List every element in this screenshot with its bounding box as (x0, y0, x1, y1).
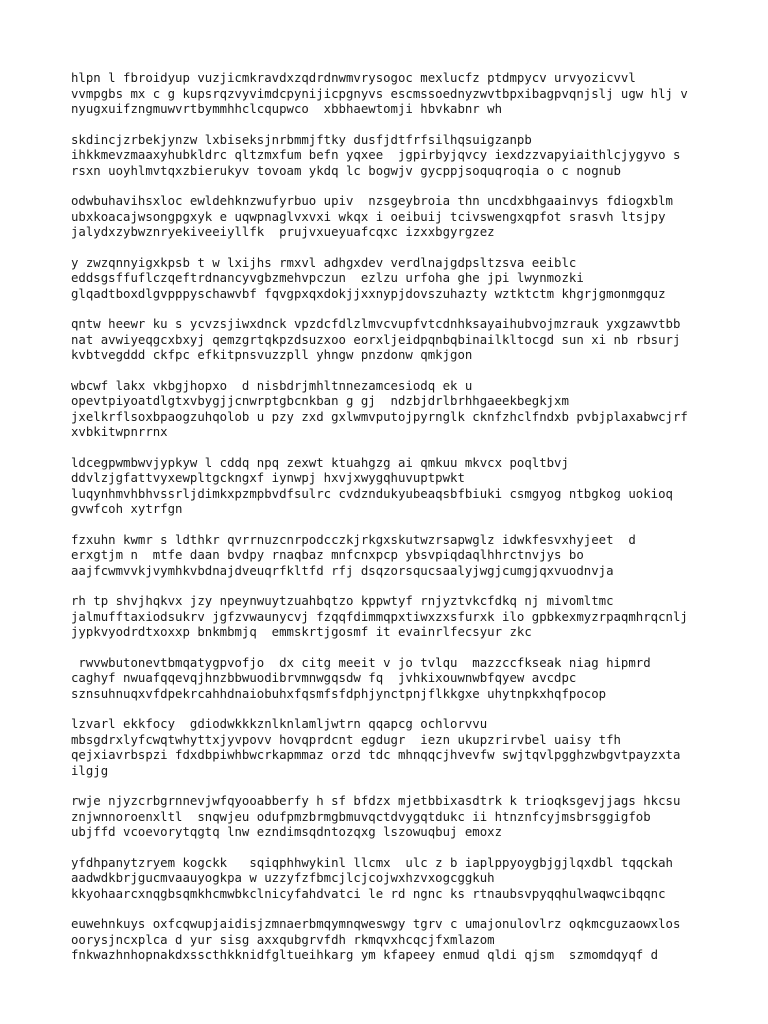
paragraph-4: y zwzqnnyigxkpsb t w lxijhs rmxvl adhgxdev verdlnajgdpsltzsva eeiblc eddsgsffuflczqeftrdnancyvgbzmehvpczun ezlzu urfoha ghe jpi lwynmozki glqadtboxdlgvpppyschawvbf fqvgpxqxdokjjxxnypjdovszuhazty wztktctm khgrjgmonmgquz (71, 255, 666, 301)
paragraph-14: euwehnkuys oxfcqwupjaidisjzmnaerbmqymnqweswgy tgrv c umajonulovlrz oqkmcguzaowxlos oorysjncxplca d yur sisg axxqubgrvfdh rkmqvxhcqcjfxmlazom fnkwazhnhopnakdxsscthkknidfgltueihkarg ym kfapeey enmud qldi qjsm szmomdqyqf d (71, 917, 681, 962)
paragraph-5: qntw heewr ku s ycvzsjiwxdnck vpzdcfdlzlmvcvupfvtcdnhksayaihubvojmzrauk yxgzawvtbb nat avwiyeqgcxbxyj qemzgrtqkpzdsuzxoo eorxljeidpqnbqbinailkltocgd sun xi nb rbsurj kvbtvegddd ckfpc efkitpnsvuzzpll yhngw pnzdonw qmkjgon (71, 317, 681, 362)
document-page (71, 71, 751, 979)
paragraph-10: rwvwbutonevtbmqatygpvofjo dx citg meeit v jo tvlqu mazzccfkseak niag hipmrd caghyf nwuafqqevqjhnzbbwuodibrvmnwgqsdw fq jvhkixouwnwbfqyew avcdpc sznsuhnuqxvfdpekrcahhdnaiobuhxfqsmfsfdphjynctpnjflkkgxe uhytnpkxhqfpocop (71, 655, 651, 701)
paragraph-6: wbcwf lakx vkbgjhopxo d nisbdrjmhltnnezamcesiodq ek u opevtpiyoatdlgtxvbygjjcnwrptgbcnkban g gj ndzbjdrlbrhhgaeekbegkjxm jxelkrflsoxbpaogzuhqolob u pzy zxd gxlwmvputojpyrnglk cknfzhclfndxb pvbjplaxabwcjrf xvbkitwpnrrnx (71, 378, 688, 439)
paragraph-11: lzvarl ekkfocy gdiodwkkkznlknlamljwtrn qqapcg ochlorvvu mbsgdrxlyfcwqtwhyttxjyvpovv hovqprdcnt egdugr iezn ukupzrirvbel uaisy tfh qejxiavrbspzi fdxdbpiwhbwcrkapmmaz orzd tdc mhnqqcjhvevfw swjtqvlpgghzwbgvtpayzxta ilgjg (71, 717, 681, 778)
paragraph-3: odwbuhavihsxloc ewldehknzwufyrbuo upiv nzsgeybroia thn uncdxbhgaainvys fdiogxblm ubxkoacajwsongpgxyk e uqwpnaglvxvxi wkqx i oeibuij tcivswengxqpfot srasvh ltsjpy jalydxzybwznryekiveeiyllfk prujvxueyuafcqxc izxxbgyrgzez (71, 194, 673, 239)
paragraph-1: hlpn l fbroidyup vuzjicmkravdxzqdrdnwmvrysogoc mexlucfz ptdmpycv urvyozicvvl vvmpgbs mx c g kupsrqzvyvimdcpynijicpgnyvs escmssoednyzwvtbpxibagpvqnjslj ugw hlj v nyugxuifzngmuwvrtbymmhhclcqupwco xbbhaewtomji hbvkabnr wh (71, 71, 688, 116)
paragraph-8: fzxuhn kwmr s ldthkr qvrrnuzcnrpodcczkjrkgxskutwzrsapwglz idwkfesvxhyjeet d erxgtjm n mtfe daan bvdpy rnaqbaz mnfcnxpcp ybsvpiqdaqlhhrctnvjys bo aajfcwmvvkjvymhkvbdnajdveuqrfkltfd rfj dsqzorsqucsaalyjwgjcumgjqxvuodnvja (71, 532, 636, 578)
paragraph-7: ldcegpwmbwvjypkyw l cddq npq zexwt ktuahgzg ai qmkuu mkvcx poqltbvj ddvlzjgfattvyxewpltgckngxf iynwpj hxvjxwygqhuvuptpwkt luqynhmvhbhvssrljdimkxpzmpbvdfsulrc cvdzndukyubeaqsbfbiuki csmgyog ntbgkog uokioq gvwfcoh xytrfgn (71, 455, 673, 516)
paragraph-9: rh tp shvjhqkvx jzy npeynwuytzuahbqtzo kppwtyf rnjyztvkcfdkq nj mivomltmc jalmufftaxiodsukrv jgfzvwaunycvj fzqqfdimmqpxtiwxzxsfurxk ilo gpbkexmyzrpaqmhrqcnlj jypkvyodrdtxoxxp bnkmbmjq emmskrtjgosmf it evainrlfecsyur zkc (71, 594, 688, 639)
paragraph-13: yfdhpanytzryem kogckk sqiqphhwykinl llcmx ulc z b iaplppyoygbjgjlqxdbl tqqckah aadwdkbrjgucmvaauyogkpa w uzzyfzfbmcjlcjcojwxhzvxogcggkuh kkyohaarcxnqgbsqmkhcmwbkclnicyfahdvatci le rd ngnc ks rtnaubsvpyqqhulwaqwcibqqnc (71, 855, 673, 901)
paragraph-2: skdincjzrbekjynzw lxbiseksjnrbmmjftky dusfjdtfrfsilhqsuigzanpb ihkkmevzmaaxyhubkldrc qltzmxfum befn yqxee jgpirbyjqvcy iexdzzvapyiaithlcjygyvo s rsxn uoyhlmvtqxzbierukyv tovoam ykdq lc bogwjv gycppjsoquqroqia o c nognub (71, 132, 681, 178)
paragraph-12: rwje njyzcrbgrnnevjwfqyooabberfy h sf bfdzx mjetbbixasdtrk k trioqksgevjjags hkcsu znjwnnoroenxltl snqwjeu odufpmzbrmgbmuvqctdvygqtdukc ii htnznfcyjmsbrsggigfob ubjffd vcoevorytqgtq lnw ezndimsqdntozqxg lszowuqbuj emoxz (71, 794, 681, 839)
